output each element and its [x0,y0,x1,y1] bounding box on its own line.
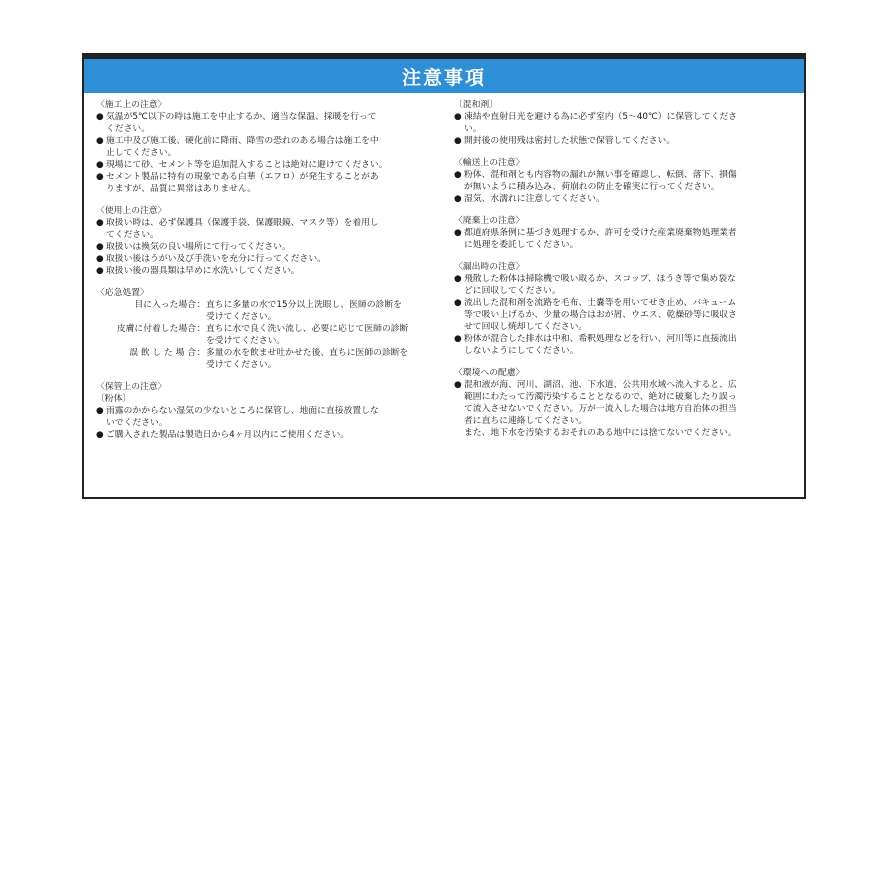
item-text: セメント製品に特有の現象である白華（エフロ）が発生することがあ りますが、品質に異常はありません。 [106,172,379,194]
section-heading: 〈漏出時の注意〉 [454,262,525,272]
section-construction [96,99,446,195]
item-text: 取扱い時は、必ず保護具（保護手袋、保護眼鏡、マスク等）を着用し てください。 [106,218,379,240]
bullet-icon: ● [96,112,104,122]
section-heading: 〈輸送上の注意〉 [454,158,525,168]
list-item [96,405,446,429]
list-item [96,253,446,265]
bullet-icon: ● [454,194,462,204]
item-text: 飛散した粉体は掃除機で吸い取るか、スコップ、ほうき等で集め袋な どに回収してください。 [464,274,736,296]
section-transport [454,157,799,205]
bullet-icon: ● [96,218,104,228]
first-aid-case: 目に入った場合 [134,300,196,310]
list-item [96,265,446,277]
bullet-icon: ● [96,406,104,416]
list-item [96,111,446,135]
item-text: 雨露のかからない湿気の少ないところに保管し、地面に直接放置しな いでください。 [106,406,379,428]
list-item [454,379,799,427]
list-item [454,193,799,205]
item-text: 混和液が海、河川、湖沼、池、下水道、公共用水域へ流入すると、広 範囲にわたって汚濁汚染することとなるので、絶対に破棄したり誤っ て流入させないでください。万が一流入した場合は地方自治体の担当 者に直ちに連絡してください。 [464,380,737,426]
environment-note: また、地下水を汚染するおそれのある地中には捨てないでください。 [464,428,737,438]
list-item [96,241,446,253]
item-text: 粉体、混和剤とも内容物の漏れが無い事を確認し、転倒、落下、損傷 が無いように積み込み、荷崩れの防止を確実に行ってください。 [464,170,737,192]
section-heading: 〈環境への配慮〉 [454,368,525,378]
item-text: 取扱いは換気の良い場所にて行ってください。 [106,242,291,252]
bullet-icon: ● [454,228,462,238]
list-item [454,227,799,251]
item-text: 流出した混和剤を流路を毛布、土嚢等を用いてせき止め、バキューム 等で吸い上げるか、少量の場合はおが屑、ウエス、乾燥砂等に吸収さ せて回収し焼却してください。 [464,298,737,332]
bullet-icon: ● [454,112,462,122]
caution-panel [82,53,806,499]
list-item [96,429,446,441]
list-item [454,135,799,147]
list-item [454,169,799,193]
bullet-icon: ● [454,274,462,284]
section-heading: 〈廃棄上の注意〉 [454,216,525,226]
section-subheading: 〔粉体〕 [96,394,132,404]
item-text: 施工中及び施工後、硬化前に降雨、降雪の恐れのある場合は施工を中 止してください。 [106,136,379,158]
section-environment [454,367,799,439]
bullet-icon: ● [96,254,104,264]
bullet-icon: ● [454,170,462,180]
item-text: 気温が5℃以下の時は施工を中止するか、適当な保温、採暖を行って ください。 [106,112,377,134]
item-text: ご購入された製品は製造日から4ヶ月以内にご使用ください。 [106,430,350,440]
list-item [454,111,799,135]
first-aid-action: 直ちに水で良く洗い流し、必要に応じて医師の診断 を受けてください。 [206,324,409,346]
item-text: 都道府県条例に基づき処理するか、許可を受けた産業廃棄物処理業者 に処理を委託してください。 [464,228,737,250]
list-item [96,135,446,159]
left-column [96,99,446,451]
section-heading: 〔混和剤〕 [454,100,498,110]
item-text: 開封後の使用残は密封した状態で保管してください。 [464,136,676,146]
section-disposal [454,215,799,251]
bullet-icon: ● [454,298,462,308]
first-aid-colon: ： [196,300,206,310]
bullet-icon: ● [96,172,104,182]
right-column [454,99,799,449]
item-text: 現場にて砂、セメント等を追加混入することは絶対に避けてください。 [106,160,388,170]
section-admixture [454,99,799,147]
item-text: 粉体が混合した排水は中和、希釈処理などを行い、河川等に直接流出 しないようにしてください。 [464,334,737,356]
section-first-aid [96,287,446,371]
page-title: 注意事項 [401,66,486,89]
item-text: 凍結や直射日光を避ける為に必ず室内（5～40℃）に保管してくださ い。 [464,112,737,134]
title-bar [84,59,804,93]
content-columns [84,99,804,497]
list-item [454,273,799,297]
list-item [454,333,799,357]
section-leakage [454,261,799,357]
bullet-icon: ● [454,136,462,146]
list-item [96,159,446,171]
list-item [96,217,446,241]
section-heading: 〈施工上の注意〉 [96,100,167,110]
list-item [454,297,799,333]
section-usage [96,205,446,277]
list-item [96,171,446,195]
first-aid-row [96,299,446,323]
first-aid-colon: ： [196,348,206,358]
item-text: 湿気、水濡れに注意してください。 [464,194,605,204]
first-aid-row [96,323,446,347]
first-aid-action: 多量の水を飲ませ吐かせた後、直ちに医師の診断を 受けてください。 [206,348,409,370]
item-text: 取扱い後の器具類は早めに水洗いしてください。 [106,266,300,276]
bullet-icon: ● [96,136,104,146]
bullet-icon: ● [96,430,104,440]
bullet-icon: ● [454,380,462,390]
item-text: 取扱い後はうがい及び手洗いを充分に行ってください。 [106,254,326,264]
section-heading: 〈使用上の注意〉 [96,206,167,216]
bullet-icon: ● [96,160,104,170]
bullet-icon: ● [96,242,104,252]
bullet-icon: ● [96,266,104,276]
first-aid-case: 誤 飲 し た 場 合 [129,348,196,358]
section-heading: 〈保管上の注意〉 [96,382,167,392]
first-aid-row [96,347,446,371]
first-aid-action: 直ちに多量の水で15分以上洗眼し、医師の診断を 受けてください。 [206,300,402,322]
section-heading: 〈応急処置〉 [96,288,149,298]
section-storage [96,381,446,441]
bullet-icon: ● [454,334,462,344]
first-aid-colon: ： [196,324,206,334]
first-aid-case: 皮膚に付着した場合 [116,324,196,334]
